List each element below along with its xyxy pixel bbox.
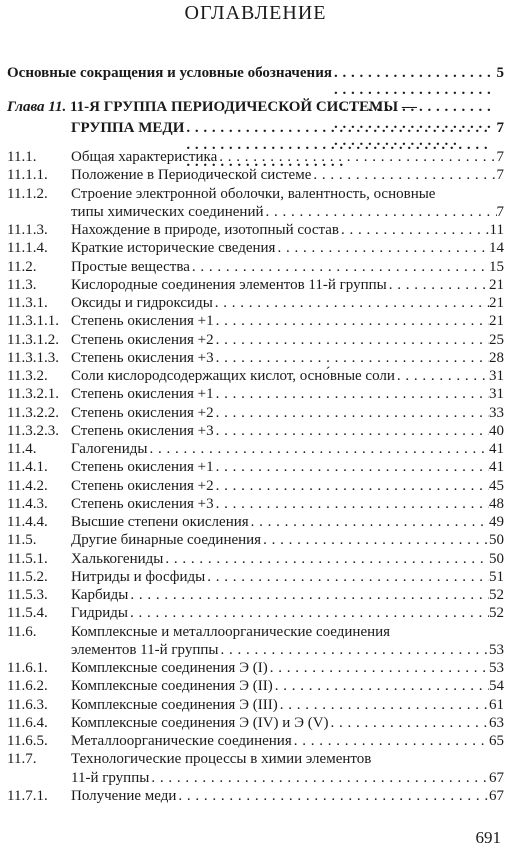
leader-dots bbox=[214, 422, 489, 440]
leader-dots bbox=[214, 331, 489, 349]
toc-entry-title: Гидриды bbox=[71, 605, 128, 622]
chapter-page: 7 bbox=[496, 120, 504, 136]
toc-entry-number: 11.3.1.2. bbox=[7, 331, 59, 348]
leader-dots bbox=[275, 239, 489, 257]
toc-entry[interactable] bbox=[7, 440, 504, 458]
toc-entry-title: Комплексные соединения Э (II) bbox=[71, 678, 273, 695]
toc-entry-number: 11.1. bbox=[7, 149, 37, 165]
leader-dots bbox=[128, 604, 489, 622]
toc-entry-number: 11.3. bbox=[7, 276, 37, 293]
toc-entry[interactable] bbox=[7, 203, 504, 221]
toc-entry-number: 11.1.4. bbox=[7, 240, 48, 257]
leader-dots bbox=[128, 586, 489, 604]
toc-entry[interactable] bbox=[7, 659, 504, 677]
toc-entry-title: Основные сокращения и условные обозначения bbox=[7, 65, 332, 81]
leader-dots bbox=[339, 221, 490, 239]
leader-dots bbox=[214, 385, 489, 403]
toc-entry-number bbox=[7, 641, 71, 659]
toc-entry[interactable] bbox=[7, 312, 504, 330]
toc-entry[interactable] bbox=[7, 513, 504, 531]
toc-entry-page: 51 bbox=[489, 568, 504, 585]
toc-entry[interactable] bbox=[7, 750, 504, 768]
toc-entry-number: 11.2. bbox=[7, 258, 37, 275]
leader-dots bbox=[214, 349, 489, 367]
leader-dots bbox=[214, 458, 489, 476]
leader-dots bbox=[176, 787, 489, 805]
leader-dots bbox=[329, 714, 489, 732]
toc-entry-page: 21 bbox=[489, 295, 504, 311]
chapter-title-line2: ГРУППА МЕДИ bbox=[71, 120, 185, 136]
toc-entry-title: Степень окисления +1 bbox=[71, 459, 214, 476]
toc-entry-page: 41 bbox=[489, 441, 504, 457]
toc-entry-number: 11.4. bbox=[7, 441, 37, 457]
toc-entry[interactable] bbox=[7, 404, 504, 422]
toc-entry-number: 11.3.2. bbox=[7, 368, 48, 384]
toc-entry-page: 41 bbox=[489, 459, 504, 476]
toc-entry-title: Комплексные и металлоорганические соединения bbox=[71, 623, 391, 640]
page-title: ОГЛАВЛЕНИЕ bbox=[184, 2, 327, 24]
toc-entry-page: 65 bbox=[489, 733, 504, 749]
toc-entry-page: 28 bbox=[489, 349, 504, 366]
toc-entry-number bbox=[7, 769, 71, 787]
toc-entry-number: 11.1.3. bbox=[7, 222, 48, 238]
toc-entry-page: 31 bbox=[489, 386, 504, 403]
toc-entry[interactable] bbox=[7, 239, 504, 257]
leader-dots bbox=[218, 641, 489, 659]
toc-entry-title: Нитриды и фосфиды bbox=[71, 568, 206, 585]
chapter-label: Глава 11. bbox=[7, 99, 67, 115]
toc-entry-page: 67 bbox=[489, 787, 504, 804]
toc-entry-title: Комплексные соединения Э (III) bbox=[71, 696, 278, 713]
toc-entry[interactable] bbox=[7, 696, 504, 714]
toc-entry-title: Степень окисления +2 bbox=[71, 404, 214, 421]
toc-entry-title: Оксиды и гидроксиды bbox=[71, 295, 213, 311]
toc-entry-title: Технологические процессы в химии элементов bbox=[71, 751, 372, 768]
toc-entry-number: 11.7. bbox=[7, 751, 37, 768]
toc-entry-number bbox=[7, 203, 71, 221]
leader-dots bbox=[214, 312, 489, 330]
toc-entries bbox=[7, 148, 504, 805]
toc-entry[interactable] bbox=[7, 787, 504, 805]
leader-dots bbox=[190, 258, 489, 276]
toc-entry-number: 11.1.1. bbox=[7, 167, 48, 184]
leader-dots bbox=[261, 531, 489, 549]
toc-entry-title: Другие бинарные соединения bbox=[71, 532, 262, 549]
toc-entry-page: 53 bbox=[489, 660, 504, 676]
toc-entry-title: элементов 11-й группы bbox=[71, 641, 219, 658]
toc-entry-number: 11.5. bbox=[7, 532, 37, 549]
toc-entry-page: 25 bbox=[489, 331, 504, 348]
toc-entry-number: 11.5.1. bbox=[7, 550, 48, 567]
toc-entry[interactable] bbox=[7, 677, 504, 695]
toc-entry-page: 45 bbox=[489, 477, 504, 494]
leader-dots bbox=[214, 404, 489, 422]
toc-entry-title: Положение в Периодической системе bbox=[71, 167, 312, 184]
toc-entry[interactable] bbox=[7, 495, 504, 513]
toc-entry-page: 31 bbox=[489, 368, 504, 384]
toc-entry-title: Получение меди bbox=[71, 787, 177, 804]
toc-entry[interactable] bbox=[7, 531, 504, 549]
toc-entry-title: Степень окисления +3 bbox=[71, 422, 214, 439]
toc-entry-title: Комплексные соединения Э (I) bbox=[71, 660, 268, 676]
toc-entry-title: Простые вещества bbox=[71, 258, 190, 275]
toc-entry-page: 52 bbox=[489, 605, 504, 622]
toc-entry-number: 11.4.4. bbox=[7, 514, 48, 530]
toc-entry-page: 52 bbox=[489, 587, 504, 603]
toc-entry[interactable] bbox=[7, 349, 504, 367]
toc-entry-page: 54 bbox=[489, 678, 504, 695]
leader-dots bbox=[268, 659, 489, 677]
leader-dots bbox=[278, 696, 489, 714]
toc-entry-title: типы химических соединений bbox=[71, 203, 264, 220]
toc-entry[interactable] bbox=[7, 458, 504, 476]
toc-entry[interactable] bbox=[7, 714, 504, 732]
leader-dots bbox=[395, 367, 489, 385]
leader-dots bbox=[213, 294, 489, 312]
toc-entry-number: 11.4.2. bbox=[7, 477, 48, 494]
toc-entry-number: 11.1.2. bbox=[7, 185, 48, 202]
toc-entry-page: 53 bbox=[489, 641, 504, 658]
page-number: 691 bbox=[475, 828, 501, 847]
toc-entry-number: 11.6.5. bbox=[7, 733, 48, 749]
toc-entry-page: 50 bbox=[489, 532, 504, 549]
toc-entry-title: Высшие степени окисления bbox=[71, 514, 249, 530]
toc-entry-number: 11.4.1. bbox=[7, 459, 48, 476]
toc-entry-page: 14 bbox=[489, 240, 504, 257]
toc-entry[interactable] bbox=[7, 166, 504, 184]
leader-dots bbox=[217, 148, 496, 166]
chapter-title-line1: 11-Я ГРУППА ПЕРИОДИЧЕСКОЙ СИСТЕМЫ — bbox=[69, 99, 417, 115]
toc-entry-number: 11.7.1. bbox=[7, 787, 48, 804]
toc-entry[interactable] bbox=[7, 294, 504, 312]
toc-entry[interactable] bbox=[7, 641, 504, 659]
toc-entry-page: 50 bbox=[489, 550, 504, 567]
toc-entry-page: 33 bbox=[489, 404, 504, 421]
toc-entry[interactable] bbox=[7, 586, 504, 604]
toc-entry-number: 11.6. bbox=[7, 623, 37, 640]
toc-entry-title: Общая характеристика bbox=[71, 149, 218, 165]
toc-entry-number: 11.5.2. bbox=[7, 568, 48, 585]
toc-entry-page: 48 bbox=[489, 495, 504, 512]
toc-entry-number: 11.3.2.1. bbox=[7, 386, 59, 403]
toc-entry[interactable] bbox=[7, 221, 504, 239]
toc-entry-title: Соли кислородсодержащих кислот, осно́вные соли bbox=[71, 368, 395, 384]
toc-entry-title: Строение электронной оболочки, валентность, основные bbox=[71, 185, 436, 202]
toc-entry[interactable] bbox=[7, 276, 504, 294]
toc-entry-number: 11.3.2.3. bbox=[7, 422, 59, 439]
leader-dots bbox=[205, 568, 489, 586]
toc-entry-number: 11.6.3. bbox=[7, 696, 48, 713]
leader-dots bbox=[292, 732, 489, 750]
toc-entry-title: Степень окисления +1 bbox=[71, 313, 214, 330]
toc-entry-number: 11.3.1.1. bbox=[7, 313, 59, 330]
toc-entry-page: 67 bbox=[489, 769, 504, 786]
toc-entry-title: Халькогениды bbox=[71, 550, 164, 567]
leader-dots bbox=[147, 440, 489, 458]
toc-entry[interactable] bbox=[7, 604, 504, 622]
toc-entry-title: Металлоорганические соединения bbox=[71, 733, 292, 749]
toc-entry-page: 21 bbox=[489, 313, 504, 330]
toc-entry-page: 7 bbox=[496, 167, 504, 184]
toc-entry-number: 11.4.3. bbox=[7, 495, 48, 512]
toc-entry-number: 11.6.1. bbox=[7, 660, 48, 676]
toc-entry[interactable] bbox=[7, 185, 504, 203]
toc-entry-title: Комплексные соединения Э (IV) и Э (V) bbox=[71, 714, 329, 731]
chapter-heading[interactable] bbox=[7, 99, 504, 116]
toc-entry-number: 11.6.4. bbox=[7, 714, 48, 731]
toc-entry-page: 15 bbox=[489, 258, 504, 275]
toc-entry-title: Степень окисления +1 bbox=[71, 386, 214, 403]
toc-entry[interactable] bbox=[7, 477, 504, 495]
toc-entry-page: 7 bbox=[496, 149, 504, 165]
toc-entry-page: 61 bbox=[489, 696, 504, 713]
toc-entry[interactable] bbox=[7, 331, 504, 349]
toc-entry-number: 11.6.2. bbox=[7, 678, 48, 695]
toc-entry-page: 5 bbox=[496, 65, 504, 81]
toc-entry-page: 40 bbox=[489, 422, 504, 439]
leader-dots bbox=[311, 166, 496, 184]
toc-entry[interactable] bbox=[7, 422, 504, 440]
toc-entry-title: Степень окисления +3 bbox=[71, 495, 214, 512]
toc-entry-page: 7 bbox=[496, 203, 504, 220]
leader-dots bbox=[387, 276, 489, 294]
leader-dots bbox=[149, 769, 489, 787]
leader-dots bbox=[214, 477, 489, 495]
toc-entry-title: Краткие исторические сведения bbox=[71, 240, 276, 257]
toc-entry-title: Степень окисления +3 bbox=[71, 349, 214, 366]
toc-entry-title: Карбиды bbox=[71, 587, 129, 603]
toc-entry[interactable] bbox=[7, 732, 504, 750]
toc-entry-title: 11-й группы bbox=[71, 769, 150, 786]
toc-entry-title: Степень окисления +2 bbox=[71, 331, 214, 348]
leader-dots bbox=[214, 495, 489, 513]
toc-entry-title: Степень окисления +2 bbox=[71, 477, 214, 494]
toc-entry-number: 11.5.3. bbox=[7, 587, 48, 603]
leader-dots bbox=[163, 550, 489, 568]
leader-dots bbox=[264, 203, 497, 221]
toc-entry[interactable] bbox=[7, 258, 504, 276]
toc-entry[interactable] bbox=[7, 550, 504, 568]
toc-entry-title: Галогениды bbox=[71, 441, 148, 457]
toc-entry-number: 11.3.1.3. bbox=[7, 349, 59, 366]
toc-entry-page: 49 bbox=[489, 514, 504, 530]
toc-entry[interactable] bbox=[7, 367, 504, 385]
toc-entry-title: Нахождение в природе, изотопный состав bbox=[71, 222, 340, 238]
toc-entry-page: 63 bbox=[489, 714, 504, 731]
toc-entry[interactable] bbox=[7, 568, 504, 586]
toc-entry-page: 21 bbox=[489, 276, 504, 293]
leader-dots bbox=[273, 677, 489, 695]
toc-entry-number: 11.5.4. bbox=[7, 605, 48, 622]
toc-entry-number: 11.3.1. bbox=[7, 295, 48, 311]
toc-entry-number: 11.3.2.2. bbox=[7, 404, 59, 421]
leader-dots bbox=[249, 513, 489, 531]
toc-entry-title: Кислородные соединения элементов 11-й группы bbox=[71, 276, 387, 293]
toc-entry[interactable] bbox=[7, 148, 504, 166]
toc-entry-page: 11 bbox=[489, 222, 504, 238]
toc-entry[interactable] bbox=[7, 623, 504, 641]
toc-entry[interactable] bbox=[7, 769, 504, 787]
toc-entry[interactable] bbox=[7, 385, 504, 403]
